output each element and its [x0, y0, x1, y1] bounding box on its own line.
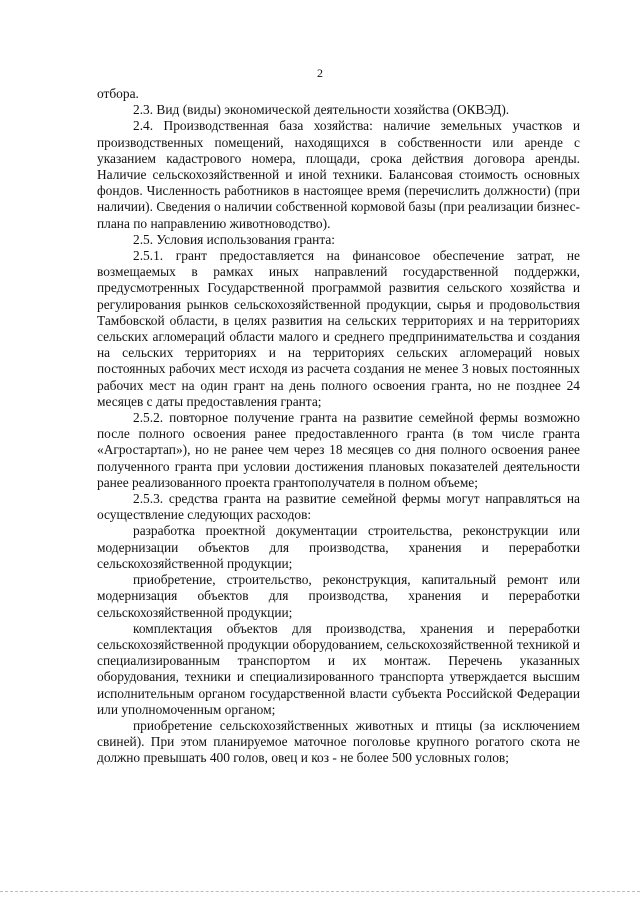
paragraph: комплектация объектов для производства, хранения и переработки сельскохозяйственной продукции оборудованием, сельскохозяйственной техникой и специализированным транспортом и их монтаж. Перечень указанных оборудования, техники и специализированного транспорта утверждается высшим исполнительным органом государственной власти субъекта Российской Федерации или уполномоченным органом;: [97, 620, 580, 717]
paragraph: 2.3. Вид (виды) экономической деятельности хозяйства (ОКВЭД).: [133, 102, 510, 118]
paragraph: 2.5.2. повторное получение гранта на развитие семейной фермы возможно после полного освоения ранее предоставленного гранта (в том числе гранта «Агростартап»), но не ранее чем через 18 месяцев со дня полного освоения ранее полученного гранта при условии достижения плановых показателей деятельности ранее реализованного проекта грантополучателя в полном объеме;: [97, 410, 580, 490]
paragraph: 2.5.1. грант предоставляется на финансовое обеспечение затрат, не возмещаемых в рамках иных направлений государственной поддержки, предусмотренных Государственной программой развития сельского хозяйства и регулирования рынков сельскохозяйственной продукции, сырья и продовольствия Тамбовской области, в целях развития на сельских территориях и на территориях сельских агломераций области малого и среднего предпринимательства и создания на сельских территориях и на территориях сельских агломераций новых постоянных рабочих мест исходя из расчета создания не менее 3 новых постоянных рабочих мест на один грант на день полного освоения гранта, но не позднее 24 месяцев с даты предоставления гранта;: [97, 248, 580, 409]
paragraph: 2.5.3. средства гранта на развитие семейной фермы могут направляться на осуществление следующих расходов:: [97, 491, 580, 523]
scan-edge-line: [0, 891, 640, 892]
paragraph: отбора.: [97, 86, 139, 101]
paragraph: 2.4. Производственная база хозяйства: наличие земельных участков и производственных помещений, находящихся в собственности или аренде с указанием кадастрового номера, площади, срока действия договора аренды. Наличие сельскохозяйственной и иной техники. Балансовая стоимость основных фондов. Численность работников в настоящее время (перечислить должности) (при наличии). Сведения о наличии собственной кормовой базы (при реализации бизнес-плана по направлению животноводство).: [97, 118, 580, 231]
paragraph: приобретение, строительство, реконструкция, капитальный ремонт или модернизация объектов для производства, хранения и переработки сельскохозяйственной продукции;: [97, 572, 580, 620]
paragraph: приобретение сельскохозяйственных животных и птицы (за исключением свиней). При этом планируемое маточное поголовье крупного рогатого скота не должно превышать 400 голов, овец и коз - не более 500 условных голов;: [97, 717, 580, 766]
paragraph: разработка проектной документации строительства, реконструкции или модернизации объектов для производства, хранения и переработки сельскохозяйственной продукции;: [97, 523, 580, 571]
page-number: 2: [317, 66, 323, 80]
paragraph: 2.5. Условия использования гранта:: [133, 231, 336, 247]
document-body: [97, 86, 580, 767]
